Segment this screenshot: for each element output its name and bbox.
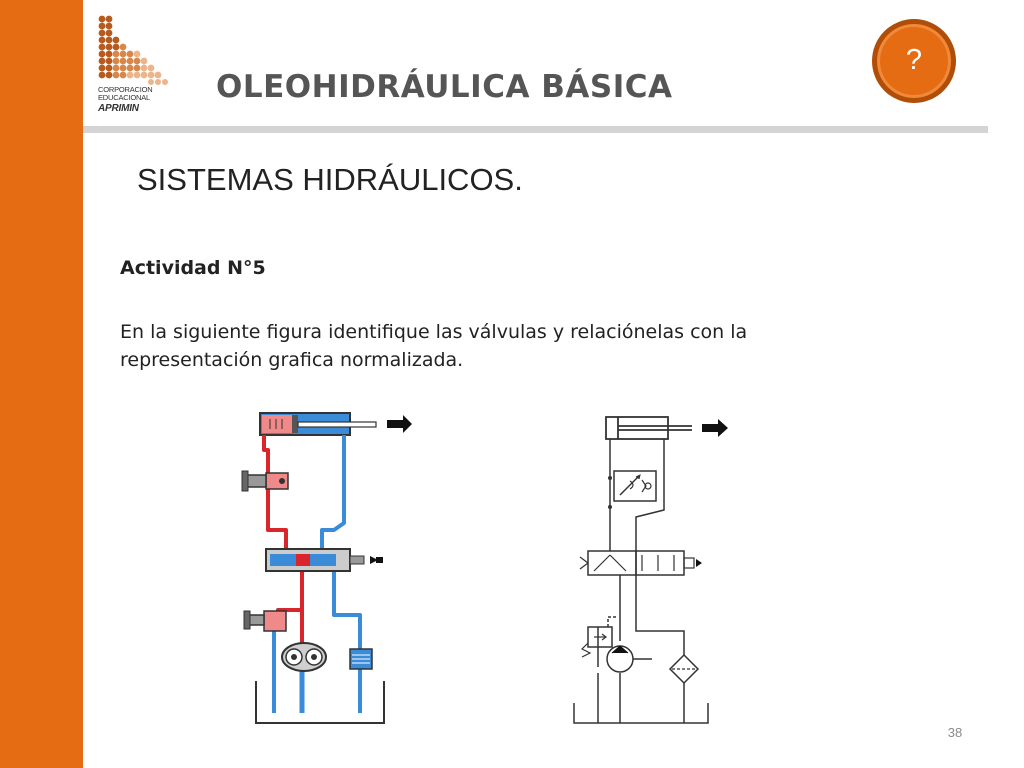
question-mark-icon: ? [905,44,923,76]
cylinder-group [260,413,376,435]
activity-instruction: En la siguiente figura identifique las válvulas y relaciónelas con la representación grafica normalizada. [120,321,748,371]
aprimin-logo [96,14,170,118]
logo-text-corporacion: CORPORACION [98,85,153,94]
filter-group [350,649,372,669]
left-accent-bar [0,0,83,768]
section-subtitle: SISTEMAS HIDRÁULICOS. [137,162,523,197]
hydraulic-circuit-schematic-diagram [560,405,740,728]
motion-arrow-icon [702,419,728,437]
directional-valve-symbol [580,551,702,575]
actuation-arrow-icon [696,559,702,567]
filter-symbol [670,655,698,683]
flow-control-symbol [608,471,656,509]
logo-dots-mark [96,14,170,86]
pump-group [282,643,326,671]
cylinder-symbol [606,417,692,439]
help-button[interactable] [872,19,956,103]
relief-valve-group [244,611,286,631]
page-number: 38 [947,725,963,740]
hydraulic-circuit-cutaway-diagram [236,405,426,728]
activity-heading: Actividad N°5 [120,257,266,279]
logo-text-educacional: EDUCACIONAL [98,93,150,102]
pump-symbol [607,646,652,672]
title-divider [83,126,988,133]
directional-valve-group [266,549,383,571]
flow-control-valve-group [242,471,288,491]
page-title: OLEOHIDRÁULICA BÁSICA [216,69,673,105]
motion-arrow-icon [387,415,412,433]
logo-text-aprimin: APRIMIN [98,103,139,114]
relief-valve-symbol [582,627,612,657]
tank-symbol [574,703,708,723]
